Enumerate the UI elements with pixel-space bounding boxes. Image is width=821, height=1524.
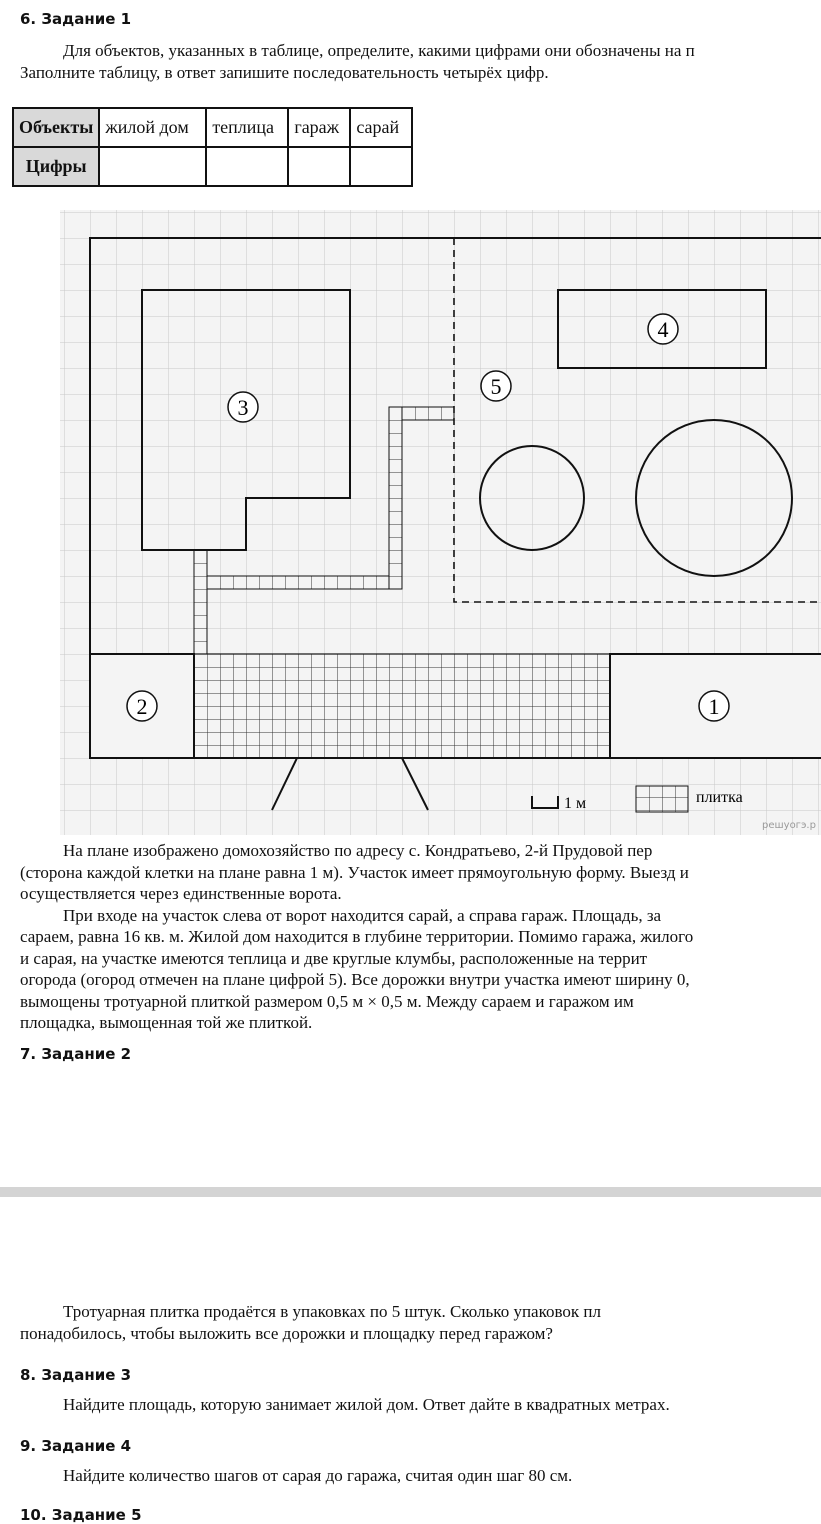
- desc-p2-line6: площадка, вымощенная той же плиткой.: [20, 1013, 313, 1032]
- section-divider: [0, 1187, 821, 1197]
- label-3: [228, 392, 258, 422]
- label-1: [699, 691, 729, 721]
- task2-title: 7. Задание 2: [20, 1045, 132, 1063]
- task1-intro-line2: Заполните таблицу, в ответ запишите последовательность четырёх цифр.: [20, 62, 549, 82]
- desc-p1-line2: (сторона каждой клетки на плане равна 1 м). Участок имеет прямоугольную форму. Выезд и: [20, 862, 689, 882]
- task5-title: 10. Задание 5: [20, 1506, 142, 1524]
- desc-p2-line5: вымощены тротуарной плиткой размером 0,5 м × 0,5 м. Между сараем и гаражом им: [20, 991, 634, 1011]
- task1-intro-line1: Для объектов, указанных в таблице, определите, какими цифрами они обозначены на п: [63, 41, 695, 60]
- label-4: [648, 314, 678, 344]
- task2-text: [20, 1301, 821, 1344]
- object-cell-greenhouse: теплица: [206, 108, 288, 147]
- desc-p2-line1: При входе на участок слева от ворот находится сарай, а справа гараж. Площадь, за: [63, 905, 662, 925]
- task4-text: [20, 1465, 821, 1487]
- task2-text-line1: Тротуарная плитка продаётся в упаковках по 5 штук. Сколько упаковок пл: [63, 1302, 601, 1321]
- task3-title: 8. Задание 3: [20, 1366, 132, 1384]
- object-cell-house: жилой дом: [99, 108, 206, 147]
- label-4-text: 4: [657, 317, 669, 342]
- label-5-text: 5: [490, 374, 502, 399]
- desc-p1-line3: осуществляется через единственные ворота.: [20, 884, 342, 903]
- label-2-text: 2: [136, 694, 148, 719]
- label-5: [481, 371, 511, 401]
- desc-p2-line3: и сарая, на участке имеются теплица и две круглые клумбы, расположенные на террит: [20, 948, 648, 968]
- task2-text-line2: понадобилось, чтобы выложить все дорожки и площадку перед гаражом?: [20, 1323, 553, 1343]
- task4-title: 9. Задание 4: [20, 1437, 132, 1455]
- path-horizontal: [207, 576, 389, 589]
- object-cell-garage: гараж: [288, 108, 350, 147]
- digit-cell-house: [99, 147, 206, 186]
- plan-description: [20, 840, 821, 1034]
- scale-label: 1 м: [564, 795, 587, 812]
- task3-text-line: Найдите площадь, которую занимает жилой дом. Ответ дайте в квадратных метрах.: [63, 1395, 670, 1414]
- site-plan: [60, 210, 821, 835]
- tiled-area: [194, 654, 610, 758]
- digits-header-cell: Цифры: [13, 147, 99, 186]
- digit-cell-shed: [350, 147, 412, 186]
- task1-intro: [20, 40, 821, 83]
- object-cell-shed: сарай: [350, 108, 412, 147]
- digit-cell-garage: [288, 147, 350, 186]
- digit-cell-greenhouse: [206, 147, 288, 186]
- tile-legend-icon: [636, 786, 688, 812]
- watermark: решуогэ.р: [762, 820, 816, 831]
- path-vertical-left: [194, 550, 207, 654]
- task3-text: [20, 1394, 821, 1416]
- label-1-text: 1: [708, 694, 720, 719]
- objects-table: [12, 107, 413, 187]
- task1-title: 6. Задание 1: [20, 10, 132, 28]
- label-3-text: 3: [237, 395, 249, 420]
- desc-p1-line1: На плане изображено домохозяйство по адресу с. Кондратьево, 2-й Прудовой пер: [63, 841, 653, 860]
- path-vertical-right: [389, 407, 402, 589]
- desc-p2-line4: огорода (огород отмечен на плане цифрой 5). Все дорожки внутри участка имеют ширину 0,: [20, 970, 690, 989]
- task4-text-line: Найдите количество шагов от сарая до гаража, считая один шаг 80 см.: [63, 1466, 573, 1485]
- desc-p2-line2: сараем, равна 16 кв. м. Жилой дом находится в глубине территории. Помимо гаража, жилого: [20, 927, 694, 946]
- tile-legend-label: плитка: [696, 789, 743, 806]
- objects-header-cell: Объекты: [13, 108, 99, 147]
- label-2: [127, 691, 157, 721]
- path-top: [402, 407, 454, 420]
